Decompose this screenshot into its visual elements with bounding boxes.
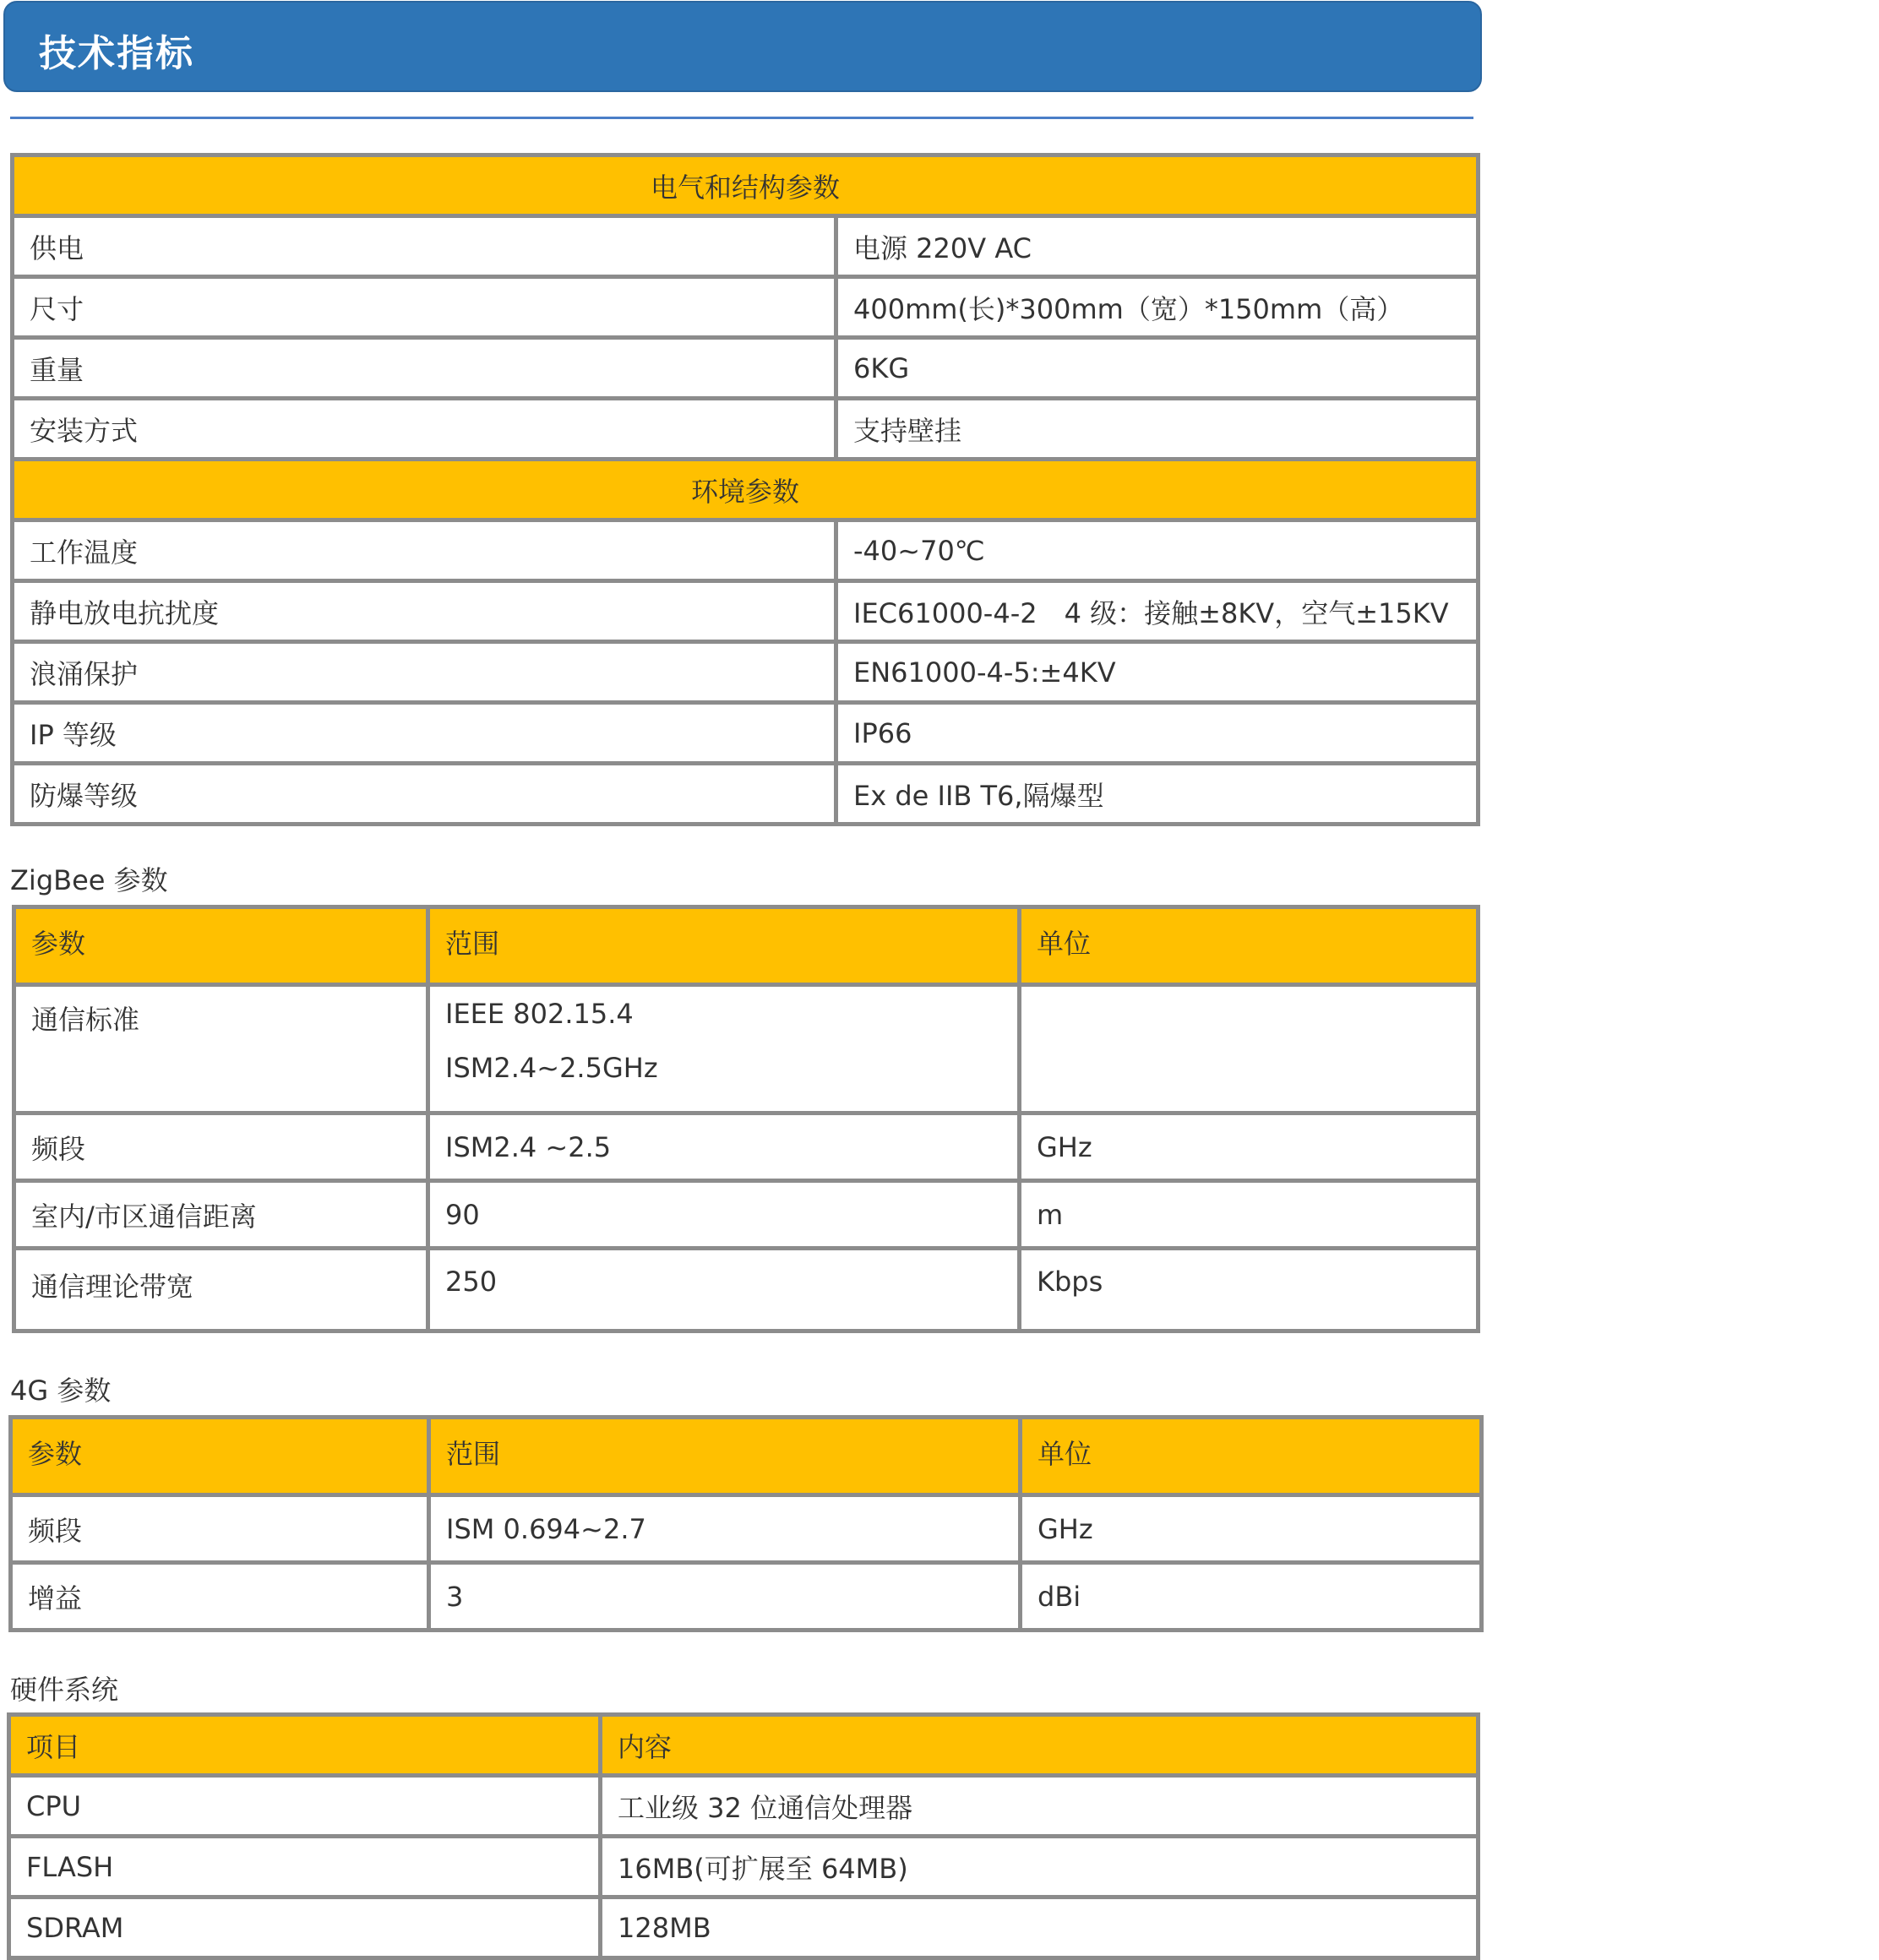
param-unit: Kbps — [1020, 1249, 1479, 1331]
range-line: ISM2.4~2.5GHz — [445, 1052, 658, 1084]
section-header-environment: 环境参数 — [13, 460, 1479, 520]
table-row — [13, 642, 1479, 703]
section-header-electrical: 电气和结构参数 — [13, 155, 1479, 216]
table-header-row — [9, 1715, 1479, 1776]
section-header-row — [13, 155, 1479, 216]
param-name: 频段 — [11, 1495, 429, 1563]
param-name: 室内/市区通信距离 — [14, 1181, 428, 1249]
param-range: ISM 0.694~2.7 — [429, 1495, 1021, 1563]
table-row — [13, 338, 1479, 399]
param-value: EN61000-4-5:±4KV — [836, 642, 1479, 703]
param-range: 90 — [428, 1181, 1020, 1249]
electrical-environment-table — [10, 153, 1480, 826]
param-value: -40~70℃ — [836, 520, 1479, 581]
item-name: FLASH — [9, 1837, 601, 1897]
param-name: 防爆等级 — [13, 764, 836, 825]
column-header: 项目 — [9, 1715, 601, 1776]
param-value: Ex de IIB T6,隔爆型 — [836, 764, 1479, 825]
column-header: 内容 — [601, 1715, 1479, 1776]
param-unit — [1020, 985, 1479, 1113]
param-value: 6KG — [836, 338, 1479, 399]
param-unit: GHz — [1021, 1495, 1482, 1563]
param-range: 250 — [428, 1249, 1020, 1331]
table-row — [14, 1113, 1479, 1181]
param-range: 3 — [429, 1563, 1021, 1631]
param-name: 供电 — [13, 216, 836, 277]
param-name: 增益 — [11, 1563, 429, 1631]
param-name: 尺寸 — [13, 277, 836, 338]
param-value: 400mm(长)*300mm（宽）*150mm（高） — [836, 277, 1479, 338]
column-header: 参数 — [11, 1418, 429, 1495]
section-title: 技术指标 — [39, 32, 194, 75]
column-header: 单位 — [1020, 907, 1479, 985]
table-row — [9, 1776, 1479, 1837]
table-row — [9, 1837, 1479, 1897]
param-name: 工作温度 — [13, 520, 836, 581]
range-line: IEEE 802.15.4 — [445, 998, 634, 1030]
param-unit: dBi — [1021, 1563, 1482, 1631]
lte-caption: 4G 参数 — [10, 1375, 112, 1407]
table-row — [13, 703, 1479, 764]
param-value: 电源 220V AC — [836, 216, 1479, 277]
table-header-row — [11, 1418, 1482, 1495]
table-header-row — [14, 907, 1479, 985]
param-unit: m — [1020, 1181, 1479, 1249]
table-row — [14, 1181, 1479, 1249]
table-row — [13, 581, 1479, 642]
item-content: 工业级 32 位通信处理器 — [601, 1776, 1479, 1837]
table-row — [13, 277, 1479, 338]
table-row — [9, 1897, 1479, 1958]
table-row — [13, 216, 1479, 277]
column-header: 参数 — [14, 907, 428, 985]
header-divider — [10, 117, 1473, 119]
section-header-row — [13, 460, 1479, 520]
param-name: IP 等级 — [13, 703, 836, 764]
table-row — [14, 1249, 1479, 1331]
column-header: 单位 — [1021, 1418, 1482, 1495]
zigbee-caption: ZigBee 参数 — [10, 864, 168, 896]
param-name: 重量 — [13, 338, 836, 399]
param-name: 通信理论带宽 — [14, 1249, 428, 1331]
table-row — [13, 764, 1479, 825]
table-row — [13, 520, 1479, 581]
param-name: 通信标准 — [14, 985, 428, 1113]
table-row — [11, 1495, 1482, 1563]
item-content: 128MB — [601, 1897, 1479, 1958]
column-header: 范围 — [428, 907, 1020, 985]
hardware-table — [7, 1712, 1480, 1960]
param-value: IP66 — [836, 703, 1479, 764]
column-header: 范围 — [429, 1418, 1021, 1495]
item-name: SDRAM — [9, 1897, 601, 1958]
item-name: CPU — [9, 1776, 601, 1837]
param-name: 浪涌保护 — [13, 642, 836, 703]
section-header-bar — [3, 1, 1482, 92]
item-content: 16MB(可扩展至 64MB) — [601, 1837, 1479, 1897]
param-unit: GHz — [1020, 1113, 1479, 1181]
hardware-caption: 硬件系统 — [10, 1674, 119, 1706]
param-name: 频段 — [14, 1113, 428, 1181]
param-name: 安装方式 — [13, 399, 836, 460]
param-name: 静电放电抗扰度 — [13, 581, 836, 642]
lte-table — [8, 1415, 1484, 1632]
table-row — [11, 1563, 1482, 1631]
param-range: ISM2.4 ~2.5 — [428, 1113, 1020, 1181]
table-row — [14, 985, 1479, 1113]
param-range — [428, 985, 1020, 1113]
param-value: IEC61000-4-2 4 级：接触±8KV，空气±15KV — [836, 581, 1479, 642]
zigbee-table — [12, 905, 1480, 1333]
param-value: 支持壁挂 — [836, 399, 1479, 460]
table-row — [13, 399, 1479, 460]
